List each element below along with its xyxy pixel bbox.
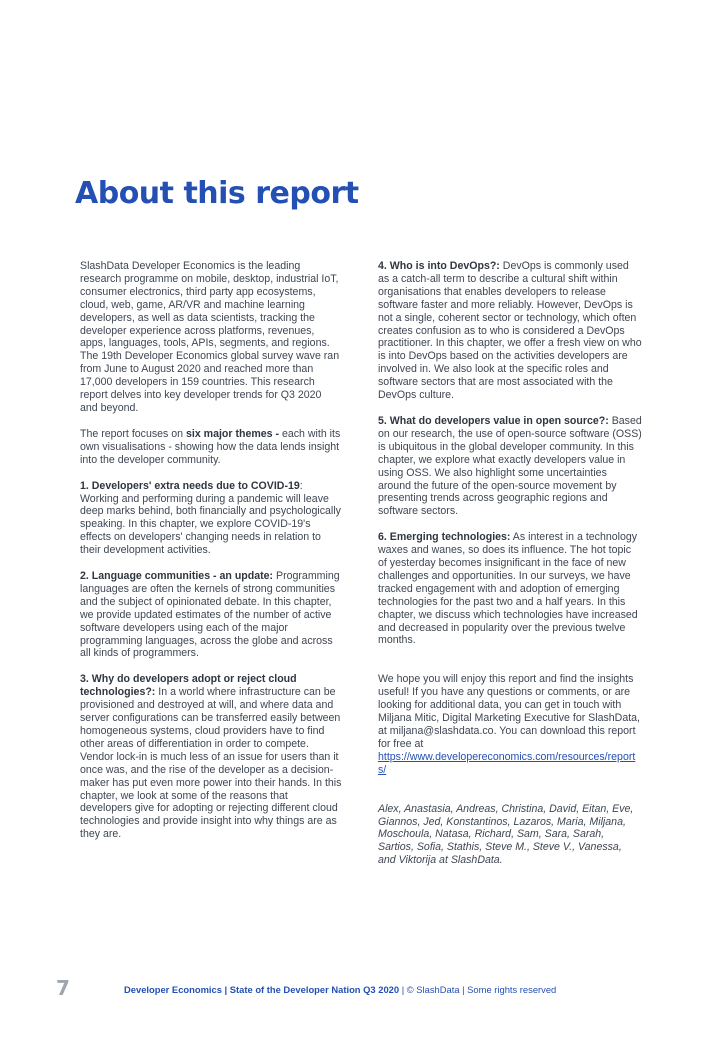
section-5: 5. What do developers value in open source?: Based on our research, the use of open-source software (OSS) is ubiquitous in the global developer community. In this chapter, we explore what exactly developers value in using OSS. We also highlight some uncertainties around the future of the open-source movement by presenting trends across geographic regions and software sectors. <box>378 414 642 518</box>
section-2-heading: 2. Language communities - an update: <box>80 570 274 583</box>
section-1-heading: 1. Developers' extra needs due to COVID-19 <box>80 479 300 492</box>
survey-paragraph: The 19th Developer Economics global survey wave ran from June to August 2020 and reached more than 17,000 developers in 159 countries. This research report delves into key developer trends for Q3 2020 and beyond. <box>80 350 340 414</box>
footer: Developer Economics | State of the Developer Nation Q3 2020 | © SlashData | Some rights reserved <box>124 984 557 995</box>
acknowledgements: Alex, Anastasia, Andreas, Christina, David, Eitan, Eve, Giannos, Jed, Konstantinos, Lazaros, Maria, Miljana, Moschoula, Natasa, Richard, Sam, Sara, Sarah, Sartios, Sofia, Stathis, Steve M., Steve V., Vanessa, and Viktorija at SlashData. <box>378 802 634 867</box>
footer-report-name: Developer Economics | State of the Developer Nation Q3 2020 <box>124 984 400 995</box>
left-column <box>80 260 342 841</box>
page-title: About this report <box>75 176 359 211</box>
section-6-heading: 6. Emerging technologies: <box>378 531 511 544</box>
section-2: 2. Language communities - an update: Programming languages are often the kernels of strong communities and the subject of opinionated debate. In this chapter, we provide updated estimates of the number of active software developers using each of the major programming languages, across the globe and across all kinds of programmers. <box>80 570 340 660</box>
page-number: 7 <box>56 976 70 1000</box>
section-6: 6. Emerging technologies: As interest in a technology waxes and wanes, so does its influence. The hot topic of yesterday becomes insignificant in the face of new challenges and opportunities. In our surveys, we have tracked engagement with and adoption of emerging technologies for the past two and a half years. In this chapter, we discuss which technologies have increased and decreased in popularity over the previous twelve months. <box>378 531 638 647</box>
section-5-heading: 5. What do developers value in open source?: <box>378 414 609 427</box>
right-column <box>378 260 642 867</box>
section-4: 4. Who is into DevOps?: DevOps is commonly used as a catch-all term to describe a cultural shift within organisations that enables developers to release software faster and more reliably. However, DevOps is not a single, coherent sector or technology, which often creates confusion as to who is considered a DevOps practitioner. In this chapter, we offer a fresh view on who is into DevOps based on the activities developers are involved in. We also look at the specific roles and software sectors that are most associated with the DevOps culture. <box>378 260 642 402</box>
section-3: 3. Why do developers adopt or reject cloud technologies?: In a world where infrastructure can be provisioned and destroyed at will, and where data and server configurations can be transferred easily between homogeneous systems, cloud providers have to find other areas of differentiation in order to compete. Vendor lock-in is much less of an issue for users than it once was, and the rise of the developer as a decision-maker has put even more power into their hands. In this chapter, we look at some of the reasons that developers give for adopting or rejecting different cloud technologies and provide insight into why things are as they are. <box>80 673 342 841</box>
section-4-heading: 4. Who is into DevOps?: <box>378 260 500 272</box>
intro-paragraph: SlashData Developer Economics is the leading research programme on mobile, desktop, industrial IoT, consumer electronics, third party app ecosystems, cloud, web, game, AR/VR and machine learning developers, as well as data scientists, tracking the developer experience across platforms, revenues, apps, languages, tools, APIs, segments, and regions. <box>80 260 339 350</box>
themes-paragraph: The report focuses on six major themes - each with its own visualisations - showing how the data lends insight into the developer community. <box>80 427 341 466</box>
download-link[interactable]: https://www.developereconomics.com/resources/reports/ <box>378 750 636 776</box>
section-3-heading: 3. Why do developers adopt or reject cloud technologies?: <box>80 673 297 699</box>
footer-copyright: © SlashData | Some rights reserved <box>406 984 557 995</box>
section-1: 1. Developers' extra needs due to COVID-19: Working and performing during a pandemic will leave deep marks behind, both financially and psychologically speaking. In this chapter, we explore COVID-19's effects on developers' changing needs in relation to their development activities. <box>80 479 341 557</box>
closing-paragraph: We hope you will enjoy this report and find the insights useful! If you have any questions or comments, or are looking for additional data, you can get in touch with Miljana Mitic, Digital Marketing Executive for SlashData, at miljana@slashdata.co. You can download this report for free at https://www.developereconomics.com/resources/reports/ <box>378 673 640 776</box>
